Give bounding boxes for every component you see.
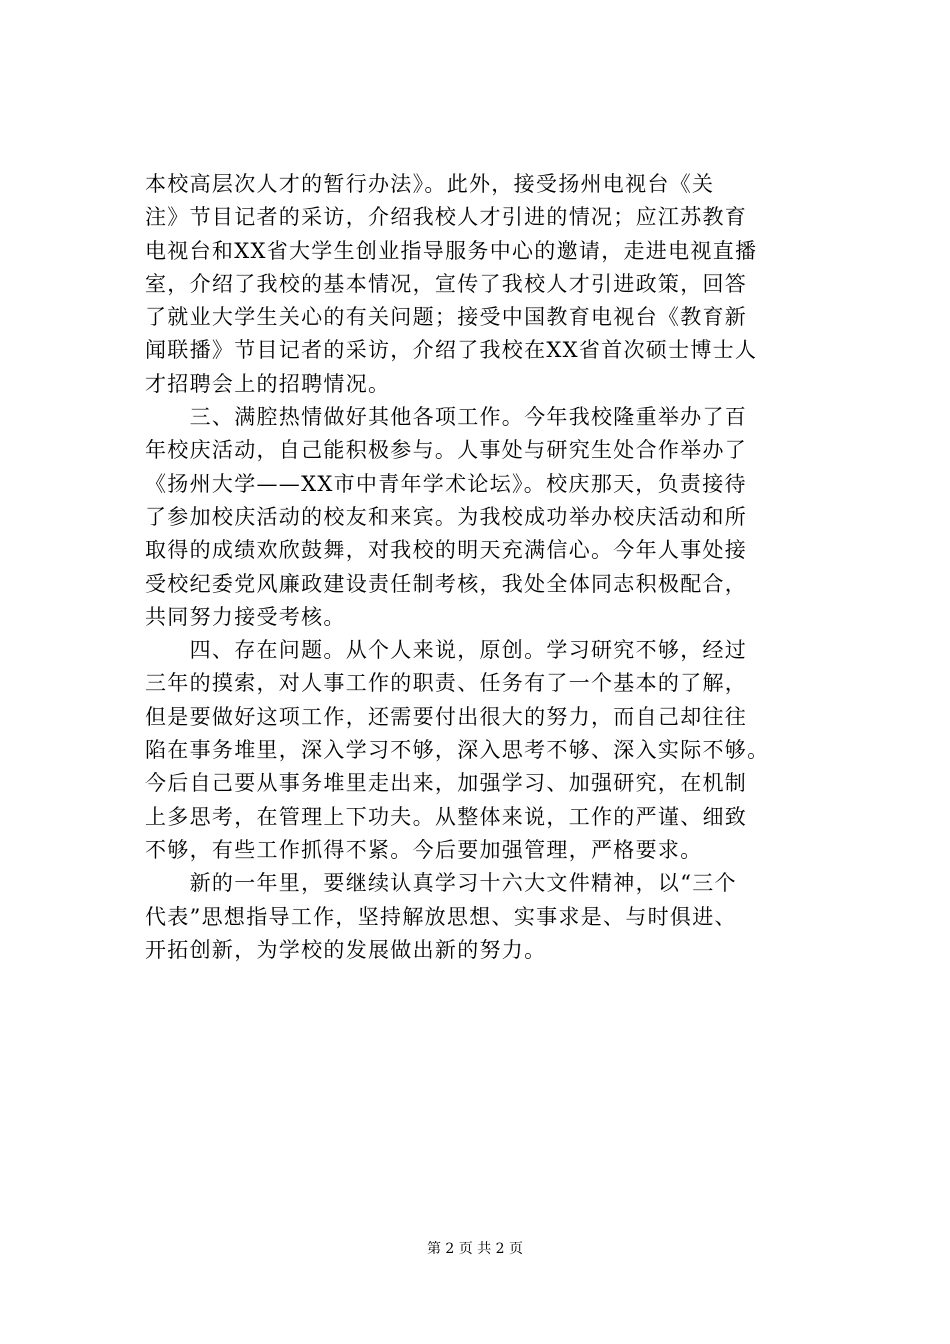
text-line: 开拓创新，为学校的发展做出新的努力。 [145, 937, 547, 962]
text-line: 但是要做好这项工作，还需要付出很大的努力，而自己却往往 [145, 704, 748, 729]
text-line: 三年的摸索，对人事工作的职责、任务有了一个基本的了解， [145, 671, 748, 696]
text-line: 《扬州大学——XX市中青年学术论坛》。校庆那天，负责接待 [145, 471, 747, 496]
text-line: 取得的成绩欢欣鼓舞，对我校的明天充满信心。今年人事处接 [145, 538, 748, 563]
text-line: 不够，有些工作抓得不紧。今后要加强管理，严格要求。 [145, 837, 703, 862]
text-line: 年校庆活动，自己能积极参与。人事处与研究生处合作举办了 [145, 438, 748, 463]
text-line: 陷在事务堆里，深入学习不够，深入思考不够、深入实际不够。 [145, 738, 770, 763]
text-line: 受校纪委党风廉政建设责任制考核，我处全体同志积极配合， [145, 571, 748, 596]
text-line: 了参加校庆活动的校友和来宾。为我校成功举办校庆活动和所 [145, 504, 748, 529]
text-line: 才招聘会上的招聘情况。 [145, 371, 391, 396]
text-line: 电视台和XX省大学生创业指导服务中心的邀请，走进电视直播 [145, 238, 758, 263]
text-line: 闻联播》节目记者的采访，介绍了我校在XX省首次硕士博士人 [145, 338, 758, 363]
text-line: 了就业大学生关心的有关问题；接受中国教育电视台《教育新 [145, 305, 748, 330]
text-line: 代表”思想指导工作，坚持解放思想、实事求是、与时俱进、 [145, 904, 737, 929]
text-line: 新的一年里，要继续认真学习十六大文件精神，以“三个 [145, 871, 737, 896]
text-line: 四、存在问题。从个人来说，原创。学习研究不够，经过 [145, 638, 748, 663]
text-line: 上多思考，在管理上下功夫。从整体来说，工作的严谨、细致 [145, 804, 748, 829]
text-line: 注》节目记者的采访，介绍我校人才引进的情况；应江苏教育 [145, 205, 748, 230]
text-line: 室，介绍了我校的基本情况，宣传了我校人才引进政策，回答 [145, 271, 748, 296]
page-number-footer: 第 2 页 共 2 页 [426, 1241, 524, 1257]
text-line: 共同努力接受考核。 [145, 604, 346, 629]
text-line: 今后自己要从事务堆里走出来，加强学习、加强研究，在机制 [145, 771, 748, 796]
text-line: 三、满腔热情做好其他各项工作。今年我校隆重举办了百 [145, 405, 748, 430]
text-line: 本校高层次人才的暂行办法》。此外，接受扬州电视台《关 [145, 172, 715, 196]
document-body [145, 168, 845, 967]
